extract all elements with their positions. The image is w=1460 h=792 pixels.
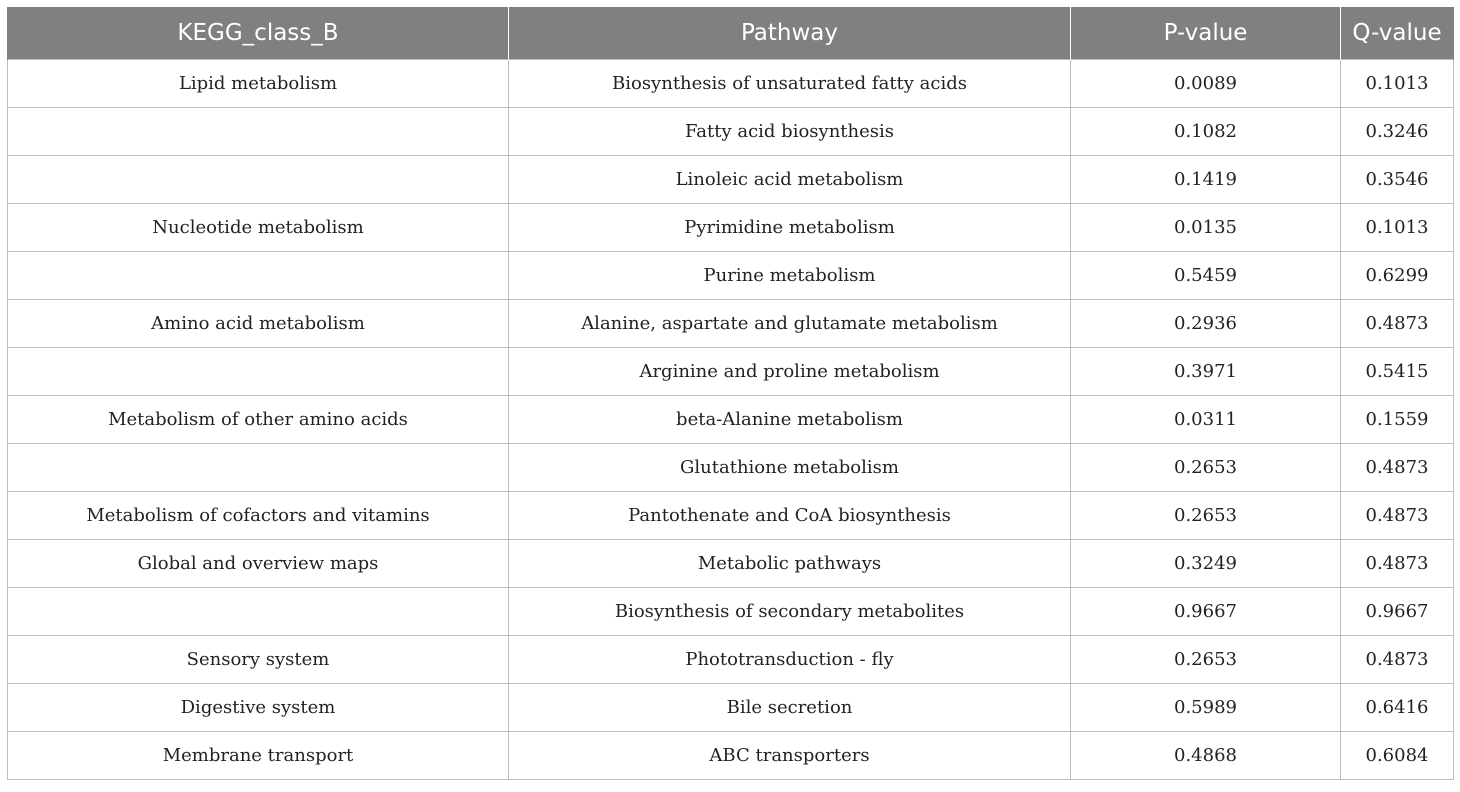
cell-kegg-class — [8, 108, 509, 156]
cell-kegg-class: Sensory system — [8, 636, 509, 684]
cell-q-value: 0.9667 — [1341, 588, 1454, 636]
table-row — [8, 108, 1454, 156]
cell-pathway: Biosynthesis of secondary metabolites — [509, 588, 1071, 636]
cell-kegg-class: Nucleotide metabolism — [8, 204, 509, 252]
cell-q-value: 0.3546 — [1341, 156, 1454, 204]
table-row — [8, 156, 1454, 204]
cell-pathway: Biosynthesis of unsaturated fatty acids — [509, 60, 1071, 108]
cell-p-value: 0.3249 — [1071, 540, 1341, 588]
cell-p-value: 0.1419 — [1071, 156, 1341, 204]
cell-p-value: 0.5989 — [1071, 684, 1341, 732]
cell-kegg-class: Metabolism of other amino acids — [8, 396, 509, 444]
table-row — [8, 348, 1454, 396]
cell-pathway: Linoleic acid metabolism — [509, 156, 1071, 204]
cell-pathway: Glutathione metabolism — [509, 444, 1071, 492]
table-row — [8, 684, 1454, 732]
cell-p-value: 0.0089 — [1071, 60, 1341, 108]
cell-p-value: 0.2653 — [1071, 492, 1341, 540]
cell-kegg-class: Global and overview maps — [8, 540, 509, 588]
table-row — [8, 300, 1454, 348]
kegg-pathway-table — [7, 7, 1454, 780]
cell-pathway: Purine metabolism — [509, 252, 1071, 300]
table-row — [8, 252, 1454, 300]
kegg-pathway-table-container — [7, 7, 1453, 780]
header-p-value: P-value — [1071, 7, 1341, 60]
cell-kegg-class: Lipid metabolism — [8, 60, 509, 108]
cell-kegg-class — [8, 588, 509, 636]
cell-q-value: 0.1559 — [1341, 396, 1454, 444]
cell-q-value: 0.4873 — [1341, 300, 1454, 348]
cell-kegg-class — [8, 252, 509, 300]
cell-kegg-class — [8, 156, 509, 204]
table-row — [8, 204, 1454, 252]
table-row — [8, 60, 1454, 108]
cell-kegg-class — [8, 348, 509, 396]
table-row — [8, 732, 1454, 780]
cell-q-value: 0.6299 — [1341, 252, 1454, 300]
cell-pathway: Pyrimidine metabolism — [509, 204, 1071, 252]
cell-p-value: 0.9667 — [1071, 588, 1341, 636]
table-row — [8, 396, 1454, 444]
cell-p-value: 0.2653 — [1071, 444, 1341, 492]
header-row — [8, 7, 1454, 60]
table-row — [8, 444, 1454, 492]
cell-q-value: 0.6416 — [1341, 684, 1454, 732]
cell-kegg-class: Amino acid metabolism — [8, 300, 509, 348]
cell-kegg-class: Membrane transport — [8, 732, 509, 780]
cell-kegg-class — [8, 444, 509, 492]
cell-q-value: 0.6084 — [1341, 732, 1454, 780]
cell-q-value: 0.1013 — [1341, 60, 1454, 108]
cell-q-value: 0.5415 — [1341, 348, 1454, 396]
cell-p-value: 0.0135 — [1071, 204, 1341, 252]
cell-kegg-class: Digestive system — [8, 684, 509, 732]
cell-pathway: Fatty acid biosynthesis — [509, 108, 1071, 156]
cell-p-value: 0.0311 — [1071, 396, 1341, 444]
cell-pathway: ABC transporters — [509, 732, 1071, 780]
cell-q-value: 0.4873 — [1341, 636, 1454, 684]
table-row — [8, 492, 1454, 540]
cell-pathway: Bile secretion — [509, 684, 1071, 732]
cell-p-value: 0.1082 — [1071, 108, 1341, 156]
cell-kegg-class: Metabolism of cofactors and vitamins — [8, 492, 509, 540]
cell-pathway: beta-Alanine metabolism — [509, 396, 1071, 444]
header-kegg-class-b: KEGG_class_B — [8, 7, 509, 60]
cell-q-value: 0.4873 — [1341, 540, 1454, 588]
cell-pathway: Arginine and proline metabolism — [509, 348, 1071, 396]
table-row — [8, 588, 1454, 636]
cell-p-value: 0.5459 — [1071, 252, 1341, 300]
header-pathway: Pathway — [509, 7, 1071, 60]
table-row — [8, 540, 1454, 588]
table-row — [8, 636, 1454, 684]
table-body — [8, 60, 1454, 780]
cell-q-value: 0.1013 — [1341, 204, 1454, 252]
header-q-value: Q-value — [1341, 7, 1454, 60]
cell-pathway: Pantothenate and CoA biosynthesis — [509, 492, 1071, 540]
cell-p-value: 0.3971 — [1071, 348, 1341, 396]
cell-p-value: 0.4868 — [1071, 732, 1341, 780]
cell-q-value: 0.4873 — [1341, 444, 1454, 492]
cell-p-value: 0.2653 — [1071, 636, 1341, 684]
cell-q-value: 0.3246 — [1341, 108, 1454, 156]
cell-p-value: 0.2936 — [1071, 300, 1341, 348]
cell-pathway: Metabolic pathways — [509, 540, 1071, 588]
table-header — [8, 7, 1454, 60]
cell-q-value: 0.4873 — [1341, 492, 1454, 540]
cell-pathway: Alanine, aspartate and glutamate metabolism — [509, 300, 1071, 348]
cell-pathway: Phototransduction - fly — [509, 636, 1071, 684]
